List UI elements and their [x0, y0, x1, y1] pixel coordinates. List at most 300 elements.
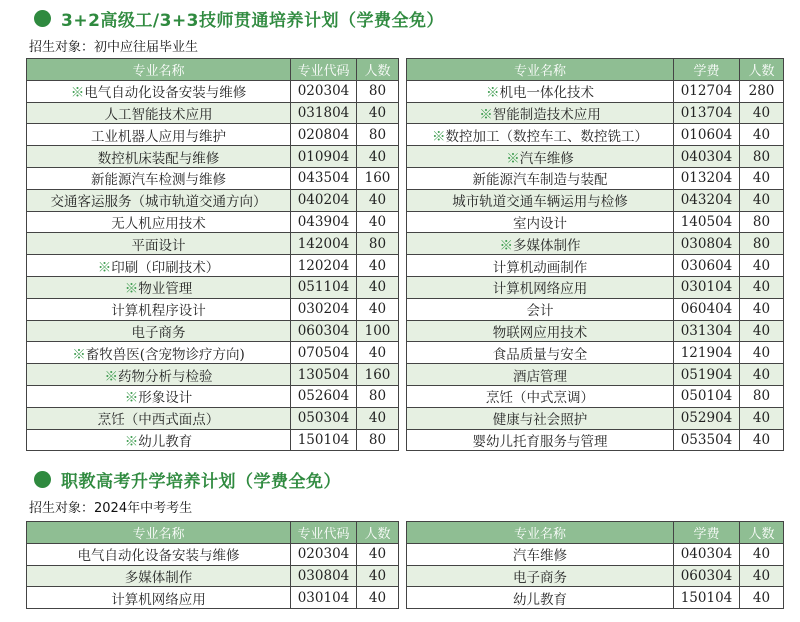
count-cell-text: 80 — [368, 235, 387, 252]
section2-table — [26, 521, 784, 609]
major-name-cell-text: 电子商务 — [131, 324, 186, 341]
header-count-right: 人数 — [740, 522, 784, 544]
major-name-cell-right-text: 会计 — [526, 303, 554, 320]
header-major-name: 专业名称 — [27, 59, 291, 81]
fee-code-cell — [674, 385, 740, 407]
major-code-cell-text: 020304 — [297, 546, 350, 563]
major-name-cell-text: 物业管理 — [138, 281, 193, 298]
table-row — [27, 146, 784, 168]
major-name-cell-right-text: 汽车维修 — [519, 150, 574, 167]
count-cell-text: 40 — [368, 410, 387, 427]
count-cell — [357, 233, 399, 255]
major-name-cell-right-text: 食品质量与安全 — [492, 346, 588, 363]
header-count-right: 人数 — [740, 59, 784, 81]
major-code-cell — [291, 276, 357, 298]
count-cell-right — [740, 320, 784, 342]
major-code-cell — [291, 102, 357, 124]
major-name-cell-right — [407, 124, 674, 146]
fee-code-cell-text: 060404 — [680, 301, 733, 318]
major-code-cell-text: 031804 — [297, 104, 350, 121]
major-name-cell-text: 烹饪（中西式面点） — [97, 412, 220, 429]
major-code-cell-text: 142004 — [297, 235, 350, 252]
major-name-cell-right-text: 烹饪（中式烹调） — [486, 390, 594, 407]
featured-mark: ※ — [479, 106, 493, 123]
major-name-cell-right — [407, 587, 674, 609]
major-name-cell-text: 多媒体制作 — [124, 569, 193, 586]
count-cell — [357, 587, 399, 609]
column-gap — [399, 59, 407, 81]
major-code-cell-text: 051104 — [297, 279, 350, 296]
count-cell-text: 100 — [364, 322, 391, 339]
major-name-cell — [27, 146, 291, 168]
major-code-cell-text: 150104 — [297, 431, 350, 448]
bullet-dot-icon — [34, 471, 51, 488]
table-row — [27, 298, 784, 320]
major-name-cell-text: 工业机器人应用与维护 — [91, 128, 226, 145]
count-cell-right — [740, 565, 784, 587]
header-major-name-right: 专业名称 — [407, 59, 674, 81]
count-cell-right — [740, 298, 784, 320]
fee-code-cell-text: 140504 — [680, 213, 733, 230]
fee-code-cell — [674, 146, 740, 168]
major-name-cell-right — [407, 298, 674, 320]
major-name-cell — [27, 80, 291, 102]
count-cell-right-text: 40 — [752, 192, 771, 209]
section1-title: 3+2高级工/3+3技师贯通培养计划（学费全免） — [61, 10, 445, 31]
major-name-cell-text: 电气自动化设备安装与维修 — [77, 548, 240, 565]
major-name-cell-text: 人工智能技术应用 — [104, 106, 213, 123]
column-gap — [399, 233, 407, 255]
major-name-cell — [27, 298, 291, 320]
fee-code-cell-text: 031304 — [680, 322, 733, 339]
count-cell-right-text: 40 — [752, 104, 771, 121]
major-name-cell-text: 数控机床装配与维修 — [97, 150, 220, 167]
fee-code-cell-text: 052904 — [680, 410, 733, 427]
count-cell-right — [740, 255, 784, 277]
featured-mark: ※ — [97, 259, 112, 276]
fee-code-cell-text: 040304 — [680, 546, 733, 563]
major-name-cell-right-text: 数控加工（数控车工、数控铣工） — [445, 128, 648, 145]
major-name-cell-right-text: 城市轨道交通车辆运用与检修 — [452, 194, 628, 211]
count-cell — [357, 385, 399, 407]
major-code-cell-text: 030204 — [297, 301, 350, 318]
header-major-code: 专业代码 — [291, 59, 357, 81]
major-code-cell-text: 010904 — [297, 148, 350, 165]
bullet-dot-icon — [34, 10, 51, 27]
major-code-cell — [291, 80, 357, 102]
count-cell-right — [740, 233, 784, 255]
major-name-cell — [27, 320, 291, 342]
count-cell-text: 40 — [368, 344, 387, 361]
major-name-cell — [27, 276, 291, 298]
count-cell-right — [740, 80, 784, 102]
table-row — [27, 276, 784, 298]
major-code-cell — [291, 124, 357, 146]
count-cell-right-text: 40 — [752, 344, 771, 361]
column-gap — [399, 255, 407, 277]
major-code-cell — [291, 167, 357, 189]
major-name-cell — [27, 167, 291, 189]
count-cell-right — [740, 587, 784, 609]
fee-code-cell-text: 030604 — [680, 257, 733, 274]
major-name-cell-right — [407, 565, 674, 587]
major-name-cell-text: 印刷（印刷技术） — [111, 259, 220, 276]
count-cell-text: 40 — [368, 192, 387, 209]
major-code-cell-text: 030104 — [297, 589, 350, 606]
count-cell — [357, 102, 399, 124]
column-gap — [399, 276, 407, 298]
count-cell-right-text: 40 — [752, 301, 771, 318]
count-cell-right-text: 40 — [752, 257, 771, 274]
count-cell — [357, 543, 399, 565]
count-cell-right-text: 80 — [752, 148, 771, 165]
major-name-cell-right — [407, 276, 674, 298]
major-code-cell-text: 060304 — [297, 322, 350, 339]
major-code-cell — [291, 364, 357, 386]
count-cell-right — [740, 189, 784, 211]
major-name-cell-text: 幼儿教育 — [138, 433, 193, 450]
column-gap — [399, 407, 407, 429]
count-cell — [357, 364, 399, 386]
major-name-cell-right — [407, 543, 674, 565]
table-row — [27, 407, 784, 429]
count-cell-right-text: 40 — [752, 126, 771, 143]
major-name-cell — [27, 233, 291, 255]
major-name-cell — [27, 543, 291, 565]
section2-title: 职教高考升学培养计划（学费全免） — [61, 471, 341, 492]
fee-code-cell — [674, 407, 740, 429]
count-cell-right — [740, 146, 784, 168]
major-name-cell-text: 形象设计 — [138, 390, 193, 407]
column-gap — [399, 102, 407, 124]
fee-code-cell — [674, 189, 740, 211]
column-gap — [399, 298, 407, 320]
header-major-name: 专业名称 — [27, 522, 291, 544]
major-name-cell-right — [407, 233, 674, 255]
section1-table — [26, 58, 784, 451]
column-gap — [399, 124, 407, 146]
count-cell-right — [740, 407, 784, 429]
count-cell-text: 40 — [368, 213, 387, 230]
count-cell — [357, 146, 399, 168]
count-cell-right — [740, 543, 784, 565]
count-cell — [357, 276, 399, 298]
table-row — [27, 543, 784, 565]
fee-code-cell — [674, 298, 740, 320]
table-row — [27, 385, 784, 407]
major-code-cell — [291, 189, 357, 211]
count-cell — [357, 565, 399, 587]
count-cell-text: 160 — [364, 366, 391, 383]
major-code-cell — [291, 342, 357, 364]
major-name-cell — [27, 429, 291, 451]
count-cell-right — [740, 211, 784, 233]
major-code-cell — [291, 385, 357, 407]
major-code-cell-text: 020804 — [297, 126, 350, 143]
count-cell-right-text: 40 — [752, 279, 771, 296]
table-row — [27, 102, 784, 124]
section1-heading — [0, 3, 444, 33]
section1-target: 招生对象：初中应往届毕业生 — [29, 40, 199, 55]
section2-heading — [0, 464, 341, 494]
major-code-cell-text: 030804 — [297, 567, 350, 584]
major-name-cell-right-text: 电子商务 — [513, 569, 567, 586]
count-cell-right-text: 40 — [752, 589, 771, 606]
major-name-cell — [27, 211, 291, 233]
header-fee: 学费 — [674, 59, 740, 81]
count-cell-right-text: 40 — [752, 567, 771, 584]
major-name-cell-text: 平面设计 — [131, 237, 186, 254]
count-cell-right-text: 280 — [748, 83, 775, 100]
featured-mark: ※ — [124, 281, 139, 298]
count-cell-right-text: 40 — [752, 170, 771, 187]
count-cell-right — [740, 385, 784, 407]
fee-code-cell — [674, 124, 740, 146]
count-cell — [357, 167, 399, 189]
featured-mark: ※ — [486, 85, 500, 102]
fee-code-cell-text: 030104 — [680, 279, 733, 296]
count-cell — [357, 124, 399, 146]
major-code-cell — [291, 146, 357, 168]
featured-mark: ※ — [506, 150, 520, 167]
count-cell-text: 40 — [368, 257, 387, 274]
fee-code-cell — [674, 342, 740, 364]
count-cell-right — [740, 429, 784, 451]
count-cell-right — [740, 102, 784, 124]
count-cell-text: 80 — [368, 83, 387, 100]
column-gap — [399, 587, 407, 609]
major-name-cell-right-text: 计算机网络应用 — [492, 281, 588, 298]
fee-code-cell — [674, 233, 740, 255]
fee-code-cell-text: 121904 — [680, 344, 733, 361]
featured-mark: ※ — [70, 85, 85, 102]
fee-code-cell — [674, 429, 740, 451]
count-cell — [357, 342, 399, 364]
column-gap — [399, 522, 407, 544]
header-major-code: 专业代码 — [291, 522, 357, 544]
header-fee: 学费 — [674, 522, 740, 544]
major-name-cell-right — [407, 342, 674, 364]
major-name-cell-right — [407, 320, 674, 342]
count-cell-right — [740, 167, 784, 189]
fee-code-cell-text: 013704 — [680, 104, 733, 121]
featured-mark: ※ — [499, 237, 513, 254]
count-cell-right — [740, 342, 784, 364]
major-name-cell-right-text: 婴幼儿托育服务与管理 — [472, 433, 608, 450]
count-cell-text: 40 — [368, 148, 387, 165]
major-code-cell-text: 052604 — [297, 388, 350, 405]
major-name-cell-right — [407, 407, 674, 429]
fee-code-cell — [674, 565, 740, 587]
major-name-cell-right-text: 智能制造技术应用 — [492, 106, 601, 123]
column-gap — [399, 146, 407, 168]
major-name-cell — [27, 255, 291, 277]
fee-code-cell-text: 013204 — [680, 170, 733, 187]
count-cell-right — [740, 124, 784, 146]
column-gap — [399, 565, 407, 587]
count-cell-right-text: 80 — [752, 235, 771, 252]
major-name-cell-right-text: 幼儿教育 — [513, 591, 567, 608]
column-gap — [399, 211, 407, 233]
column-gap — [399, 342, 407, 364]
fee-code-cell-text: 060304 — [680, 567, 733, 584]
major-name-cell-right-text: 健康与社会照护 — [492, 412, 588, 429]
count-cell — [357, 320, 399, 342]
column-gap — [399, 385, 407, 407]
fee-code-cell — [674, 80, 740, 102]
table-row — [27, 124, 784, 146]
count-cell-right-text: 40 — [752, 431, 771, 448]
featured-mark: ※ — [72, 346, 86, 363]
count-cell — [357, 407, 399, 429]
header-count: 人数 — [357, 59, 399, 81]
major-code-cell-text: 043904 — [297, 213, 350, 230]
major-code-cell — [291, 298, 357, 320]
major-code-cell — [291, 320, 357, 342]
major-name-cell-text: 交通客运服务（城市轨道交通方向） — [50, 194, 267, 211]
major-name-cell-right — [407, 429, 674, 451]
count-cell-text: 40 — [368, 567, 387, 584]
count-cell — [357, 255, 399, 277]
major-name-cell-text: 电气自动化设备安装与维修 — [84, 85, 247, 102]
major-code-cell — [291, 407, 357, 429]
major-name-cell-right-text: 汽车维修 — [513, 548, 567, 565]
major-name-cell-text: 计算机程序设计 — [111, 303, 206, 320]
table-row — [27, 429, 784, 451]
count-cell-right-text: 80 — [752, 213, 771, 230]
major-code-cell-text: 050304 — [297, 410, 350, 427]
count-cell-text: 160 — [364, 170, 391, 187]
count-cell-right-text: 80 — [752, 388, 771, 405]
fee-code-cell — [674, 543, 740, 565]
count-cell-right-text: 40 — [752, 546, 771, 563]
table-row — [27, 565, 784, 587]
fee-code-cell-text: 050104 — [680, 388, 733, 405]
fee-code-cell — [674, 320, 740, 342]
table-row — [27, 255, 784, 277]
column-gap — [399, 167, 407, 189]
major-name-cell-right — [407, 255, 674, 277]
count-cell-text: 80 — [368, 388, 387, 405]
major-code-cell-text: 020304 — [297, 83, 350, 100]
major-code-cell-text: 130504 — [297, 366, 350, 383]
column-gap — [399, 364, 407, 386]
major-name-cell-text: 药物分析与检验 — [118, 368, 213, 385]
major-name-cell-right — [407, 364, 674, 386]
header-count: 人数 — [357, 522, 399, 544]
major-code-cell — [291, 565, 357, 587]
major-code-cell — [291, 233, 357, 255]
major-name-cell — [27, 124, 291, 146]
major-code-cell — [291, 543, 357, 565]
major-code-cell — [291, 587, 357, 609]
count-cell-right-text: 40 — [752, 322, 771, 339]
fee-code-cell-text: 043204 — [680, 192, 733, 209]
major-name-cell-right — [407, 146, 674, 168]
table-row — [27, 189, 784, 211]
table-row — [27, 80, 784, 102]
count-cell-text: 80 — [368, 431, 387, 448]
fee-code-cell-text: 150104 — [680, 589, 733, 606]
major-name-cell-right-text: 多媒体制作 — [513, 237, 581, 254]
fee-code-cell — [674, 167, 740, 189]
fee-code-cell-text: 010604 — [680, 126, 733, 143]
header-major-name-right: 专业名称 — [407, 522, 674, 544]
section2-target: 招生对象：2024年中考考生 — [29, 501, 193, 516]
count-cell-right — [740, 364, 784, 386]
major-code-cell-text: 070504 — [297, 344, 350, 361]
table-row — [27, 364, 784, 386]
major-name-cell-right — [407, 211, 674, 233]
major-name-cell-right — [407, 80, 674, 102]
fee-code-cell — [674, 276, 740, 298]
count-cell — [357, 211, 399, 233]
table-row — [27, 211, 784, 233]
featured-mark: ※ — [124, 390, 139, 407]
major-name-cell-text: 无人机应用技术 — [111, 215, 206, 232]
count-cell-text: 40 — [368, 589, 387, 606]
table-row — [27, 320, 784, 342]
column-gap — [399, 320, 407, 342]
major-name-cell-right-text: 酒店管理 — [513, 368, 567, 385]
major-name-cell — [27, 407, 291, 429]
count-cell-right — [740, 276, 784, 298]
major-name-cell-right-text: 计算机动画制作 — [492, 259, 588, 276]
major-name-cell-right-text: 室内设计 — [513, 215, 567, 232]
count-cell-right-text: 40 — [752, 410, 771, 427]
fee-code-cell-text: 053504 — [680, 431, 733, 448]
count-cell-right-text: 40 — [752, 366, 771, 383]
count-cell-text: 40 — [368, 301, 387, 318]
major-name-cell-text: 计算机网络应用 — [111, 591, 206, 608]
major-name-cell-right — [407, 189, 674, 211]
table-header-row — [27, 59, 784, 81]
major-code-cell — [291, 211, 357, 233]
major-code-cell-text: 120204 — [297, 257, 350, 274]
count-cell-text: 80 — [368, 126, 387, 143]
count-cell-text: 40 — [368, 104, 387, 121]
featured-mark: ※ — [124, 433, 139, 450]
major-name-cell-right — [407, 167, 674, 189]
major-name-cell — [27, 385, 291, 407]
major-name-cell-text: 新能源汽车检测与维修 — [91, 172, 226, 189]
major-name-cell — [27, 565, 291, 587]
column-gap — [399, 80, 407, 102]
fee-code-cell — [674, 211, 740, 233]
count-cell — [357, 298, 399, 320]
table-header-row — [27, 522, 784, 544]
major-name-cell-right-text: 新能源汽车制造与装配 — [472, 172, 608, 189]
count-cell-text: 40 — [368, 546, 387, 563]
featured-mark: ※ — [432, 128, 446, 145]
fee-code-cell — [674, 102, 740, 124]
table-row — [27, 342, 784, 364]
table-row — [27, 167, 784, 189]
table-row — [27, 233, 784, 255]
major-name-cell-text: 畜牧兽医(含宠物诊疗方向) — [85, 346, 245, 363]
major-name-cell-right-text: 机电一体化技术 — [499, 85, 594, 102]
major-code-cell — [291, 255, 357, 277]
fee-code-cell-text: 051904 — [680, 366, 733, 383]
count-cell-text: 40 — [368, 279, 387, 296]
major-name-cell — [27, 342, 291, 364]
fee-code-cell-text: 012704 — [680, 83, 733, 100]
featured-mark: ※ — [104, 368, 118, 385]
major-name-cell — [27, 364, 291, 386]
count-cell — [357, 429, 399, 451]
fee-code-cell — [674, 587, 740, 609]
fee-code-cell — [674, 364, 740, 386]
